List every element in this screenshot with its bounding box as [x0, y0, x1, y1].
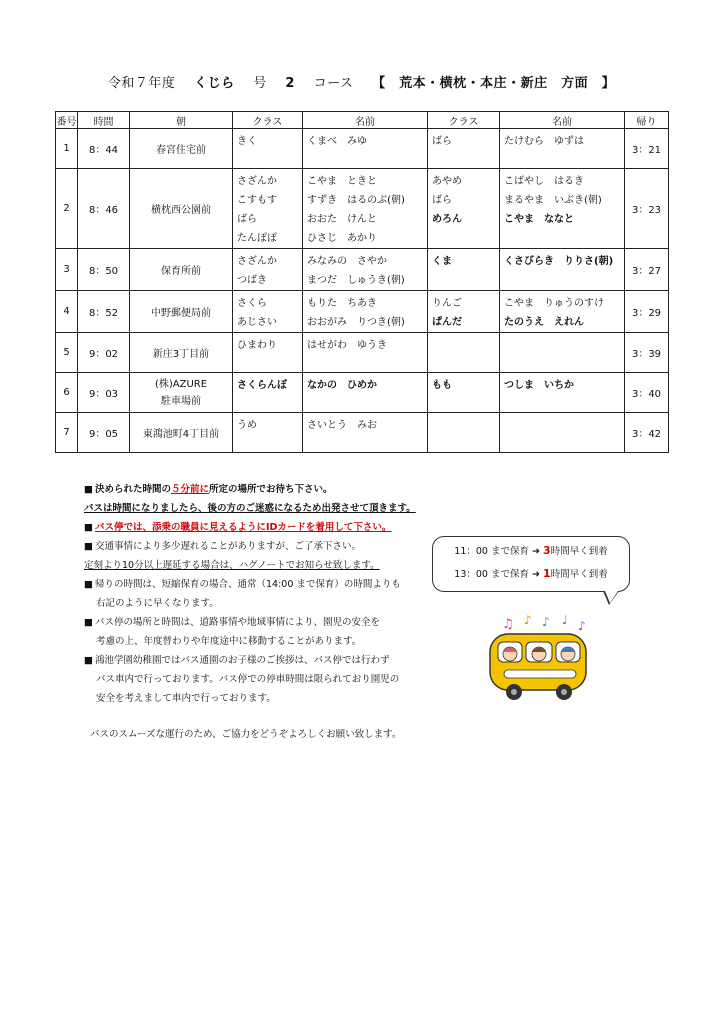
stop-number: 2 — [56, 169, 78, 249]
table-header-row — [56, 112, 669, 129]
title-area: 【 荒本・横枕・本庄・新庄 方面 】 — [372, 76, 616, 91]
name-list-2: くさびらき りりさ(朝) — [500, 249, 625, 291]
name-list-2: つしま いちか — [500, 373, 625, 413]
svg-text:♪: ♪ — [578, 619, 586, 633]
bullet-square-icon: ■ — [84, 541, 93, 552]
class-list-2 — [428, 333, 500, 373]
stop-location: (株)AZURE 駐車場前 — [130, 373, 233, 413]
class-list-1: さざんか こすもす ばら たんぽぽ — [233, 169, 303, 249]
class-list-1: うめ — [233, 413, 303, 453]
title-gou: 号 — [253, 76, 267, 91]
header-class-1: クラス — [233, 112, 303, 129]
stop-time: 9：02 — [78, 333, 130, 373]
class-list-2: りんご ぱんだ — [428, 291, 500, 333]
stop-number: 4 — [56, 291, 78, 333]
stop-time: 9：05 — [78, 413, 130, 453]
table-row — [56, 373, 669, 413]
name-list-2: たけむら ゆずは — [500, 129, 625, 169]
route-table — [55, 111, 669, 453]
name-list-1: みなみの さやか まつだ しゅうき(朝) — [303, 249, 428, 291]
svg-text:♪: ♪ — [542, 615, 550, 629]
table-row — [56, 129, 669, 169]
arrow-right-icon: ➔ — [532, 569, 540, 580]
svg-text:♫: ♫ — [502, 617, 514, 632]
class-list-2: もも — [428, 373, 500, 413]
arrow-right-icon: ➔ — [532, 546, 540, 557]
name-list-2 — [500, 333, 625, 373]
note-id-card: ■ バス停では、添乗の職員に見えるようにIDカードを着用して下さい。 — [84, 518, 484, 537]
name-list-1: はせがわ ゆうき — [303, 333, 428, 373]
header-time: 時間 — [78, 112, 130, 129]
music-note-icon — [502, 613, 586, 633]
class-list-1: きく — [233, 129, 303, 169]
stop-number: 6 — [56, 373, 78, 413]
name-list-2: こばやし はるき まるやま いぶき(朝) こやま ななと — [500, 169, 625, 249]
class-list-2: ばら — [428, 129, 500, 169]
stop-location: 東鴻池町4丁目前 — [130, 413, 233, 453]
note-stop-change: ■ バス停の場所と時間は、道路事情や地域事情により、園児の安全を — [84, 613, 484, 632]
note-departure: バスは時間になりましたら、後の方のご迷惑になるため出発させて頂きます。 — [84, 503, 416, 514]
header-return: 帰り — [625, 112, 669, 129]
callout-line-2: 13：00 まで保育 ➔ 1時間早く到着 — [454, 567, 608, 580]
return-time: 3：23 — [625, 169, 669, 249]
note-greeting: ■ 鴻池学園幼稚園ではバス通園のお子様のご挨拶は、バス停では行わず — [84, 651, 484, 670]
svg-text:♪: ♪ — [524, 613, 532, 627]
stop-time: 8：50 — [78, 249, 130, 291]
school-bus-illustration — [484, 612, 594, 702]
stop-location: 春宮住宅前 — [130, 129, 233, 169]
return-time: 3：39 — [625, 333, 669, 373]
class-list-1: さくらんぼ — [233, 373, 303, 413]
name-list-2 — [500, 413, 625, 453]
bullet-square-icon: ■ — [84, 484, 93, 495]
stop-time: 8：52 — [78, 291, 130, 333]
class-list-1: ひまわり — [233, 333, 303, 373]
stop-number: 1 — [56, 129, 78, 169]
class-list-2 — [428, 413, 500, 453]
stop-time: 8：44 — [78, 129, 130, 169]
name-list-1: さいとう みお — [303, 413, 428, 453]
stop-time: 8：46 — [78, 169, 130, 249]
notes-section — [84, 480, 484, 708]
table-row — [56, 249, 669, 291]
name-list-1: こやま ときと すずき はるのぶ(朝) おおた けんと ひさじ あかり — [303, 169, 428, 249]
note-return-time: ■ 帰りの時間は、短縮保育の場合、通常（14:00 まで保育）の時間よりも — [84, 575, 484, 594]
stop-location: 保育所前 — [130, 249, 233, 291]
table-row — [56, 413, 669, 453]
class-list-1: さざんか つばき — [233, 249, 303, 291]
header-name-2: 名前 — [500, 112, 625, 129]
callout-line-1: 11：00 まで保育 ➔ 3時間早く到着 — [454, 544, 608, 557]
name-list-1: なかの ひめか — [303, 373, 428, 413]
svg-text:♩: ♩ — [562, 613, 568, 627]
return-time: 3：21 — [625, 129, 669, 169]
stop-number: 5 — [56, 333, 78, 373]
note-delay: 定刻より10分以上遅延する場合は、ハグノートでお知らせ致します。 — [84, 560, 380, 571]
table-row — [56, 333, 669, 373]
return-time: 3：42 — [625, 413, 669, 453]
page-title — [0, 72, 723, 91]
header-class-2: クラス — [428, 112, 500, 129]
table-row — [56, 169, 669, 249]
table-row — [56, 291, 669, 333]
stop-time: 9：03 — [78, 373, 130, 413]
title-year: 令和７年度 — [107, 76, 176, 91]
header-morning: 朝 — [130, 112, 233, 129]
note-wait: ■ 決められた時間の５分前に所定の場所でお待ち下さい。 — [84, 480, 484, 499]
bullet-square-icon: ■ — [84, 655, 93, 666]
note-stop-change-cont: 考慮の上、年度替わりや年度途中に移動することがあります。 — [96, 636, 362, 647]
header-name-1: 名前 — [303, 112, 428, 129]
class-list-1: さくら あじさい — [233, 291, 303, 333]
name-list-1: くまべ みゆ — [303, 129, 428, 169]
name-list-1: もりた ちあき おおがみ りつき(朝) — [303, 291, 428, 333]
note-return-time-cont: 右記のように早くなります。 — [96, 598, 219, 609]
bullet-square-icon: ■ — [84, 617, 93, 628]
stop-location: 新庄3丁目前 — [130, 333, 233, 373]
title-course: コース — [313, 76, 354, 91]
header-number: 番号 — [56, 112, 78, 129]
title-bus-name: くじら — [194, 76, 235, 91]
note-greeting-cont-1: バス車内で行っております。バス停での停車時間は限られており園児の — [96, 674, 400, 685]
closing-message: バスのスムーズな運行のため、ご協力をどうぞよろしくお願い致します。 — [90, 729, 402, 740]
bullet-square-icon: ■ — [84, 522, 93, 533]
class-list-2: くま — [428, 249, 500, 291]
bullet-square-icon: ■ — [84, 579, 93, 590]
stop-number: 7 — [56, 413, 78, 453]
stop-location: 横枕西公園前 — [130, 169, 233, 249]
return-time: 3：27 — [625, 249, 669, 291]
stop-number: 3 — [56, 249, 78, 291]
return-time: 3：40 — [625, 373, 669, 413]
class-list-2: あやめ ばら めろん — [428, 169, 500, 249]
note-greeting-cont-2: 安全を考えまして車内で行っております。 — [96, 693, 276, 704]
return-time: 3：29 — [625, 291, 669, 333]
early-arrival-callout — [432, 536, 630, 592]
name-list-2: こやま りゅうのすけ たのうえ えれん — [500, 291, 625, 333]
title-course-number: 2 — [285, 76, 295, 91]
note-traffic: ■ 交通事情により多少遅れることがありますが、ご了承下さい。 — [84, 537, 484, 556]
stop-location: 中野郵便局前 — [130, 291, 233, 333]
